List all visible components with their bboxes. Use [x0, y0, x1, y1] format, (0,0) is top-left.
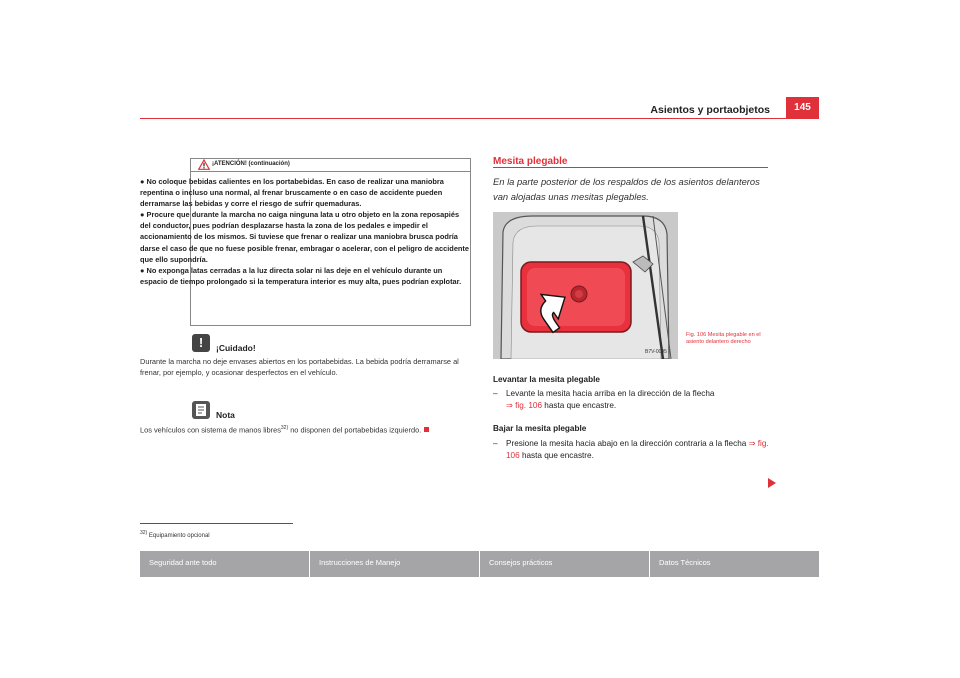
footer-tab-seguridad[interactable]: Seguridad ante todo	[140, 551, 309, 577]
fig-link[interactable]: ⇒ fig. 106	[506, 400, 542, 410]
lower-step: Presione la mesita hacia abajo en la dirección contraria a la flecha ⇒ fig. 106 hasta que encastre.	[506, 439, 769, 460]
warning-item: ● No exponga latas cerradas a la luz directa solar ni las deje en el vehículo durante un espacio de tiempo prolongado si la temperatura interior es muy alta, pues podrían explotar.	[140, 265, 462, 286]
note-pencil-icon	[192, 401, 210, 419]
footer-tab-datos[interactable]: Datos Técnicos	[650, 551, 819, 577]
warning-list	[140, 176, 470, 287]
lower-step-dash: –	[493, 439, 498, 448]
next-page-arrow-icon[interactable]	[768, 478, 776, 488]
note-icon	[192, 401, 210, 419]
caution-title: ¡Cuidado!	[216, 343, 256, 353]
chapter-title: Asientos y portaobjetos	[650, 104, 770, 116]
figure-code: B7V-0095	[645, 349, 667, 355]
fig-link[interactable]: ⇒ fig. 106	[506, 439, 769, 460]
section-rule	[493, 167, 768, 168]
footnote: $^{32)}$ Equipamiento opcional	[140, 530, 210, 539]
footnote-ref[interactable]: 32)	[280, 425, 289, 431]
raise-step: Levante la mesita hacia arriba en la dirección de la flecha ⇒ fig. 106 hasta que encastre.	[506, 389, 715, 410]
lower-heading: Bajar la mesita plegable	[493, 424, 587, 433]
raise-heading: Levantar la mesita plegable	[493, 375, 600, 384]
note-text: Los vehículos con sistema de manos libres$^{32)}$ no disponen del portabebidas izquierdo.	[140, 423, 472, 436]
footnote-rule	[140, 523, 293, 524]
end-marker-icon	[424, 427, 429, 432]
page-number: 145	[786, 97, 819, 118]
footer-nav	[140, 551, 819, 577]
seat-back-illustration	[493, 212, 678, 359]
warning-item: ● Procure que durante la marcha no caiga ninguna lata u otro objeto en la zona reposapiés del conductor, pues podrían desplazarse hasta la zona de los pedales e impedir el accionamiento de los mismos. Si tuviese que frenar o realizar una maniobra brusca podría darse el caso de que no fuese posible frenar, embragar o acelerar, con el peligro de accidente que ello supondría.	[140, 210, 470, 264]
footer-tab-instrucciones[interactable]: Instrucciones de Manejo	[310, 551, 479, 577]
note-title: Nota	[216, 410, 235, 420]
section-intro: En la parte posterior de los respaldos de los asientos delanteros van alojadas unas mesitas plegables.	[493, 176, 760, 202]
footer-tab-consejos[interactable]: Consejos prácticos	[480, 551, 649, 577]
warning-item: ● No coloque bebidas calientes en los portabebidas. En caso de realizar una maniobra repentina o incluso una normal, al frenar bruscamente o en caso de accidente pueden derramarse las bebidas y corre el riesgo de sufrir quemaduras.	[140, 177, 444, 209]
folding-table-figure	[493, 212, 678, 359]
caution-icon: !	[192, 334, 210, 352]
raise-step-dash: –	[493, 389, 498, 398]
warning-triangle-icon	[198, 159, 210, 170]
warning-title: ¡ATENCIÓN! (continuación)	[212, 161, 290, 167]
caution-text: Durante la marcha no deje envases abiertos en los portabebidas. La bebida podría derramarse al frenar, por ejemplo, y ocasionar desperfectos en el vehículo.	[140, 357, 459, 378]
section-title: Mesita plegable	[493, 156, 568, 167]
header-rule	[140, 118, 819, 119]
figure-caption: Fig. 106 Mesita plegable en el asiento delantero derecho	[686, 332, 761, 346]
